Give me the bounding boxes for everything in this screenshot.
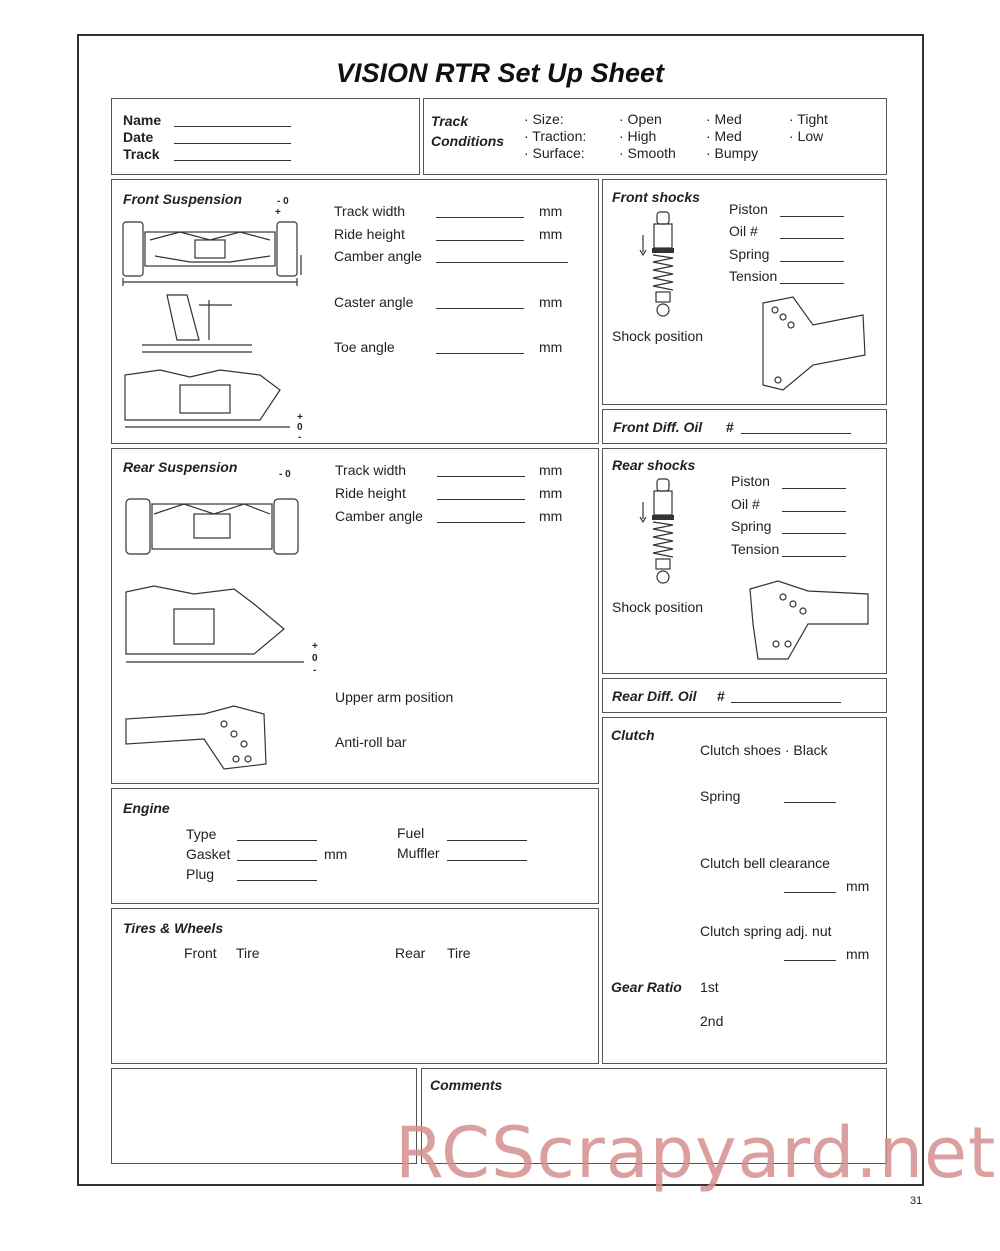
engine-fuel-field[interactable]: [447, 840, 527, 841]
front-suspension-title: Front Suspension: [123, 191, 242, 207]
engine-muffler-field[interactable]: [447, 860, 527, 861]
rear-diff-box: [602, 678, 887, 713]
engine-title: Engine: [123, 800, 170, 816]
front-oil-field[interactable]: [780, 238, 844, 239]
front-minus-zero: - 0: [277, 196, 289, 207]
front-shock-drawing: [638, 210, 688, 320]
track-conditions-box: [423, 98, 887, 175]
clutch-spring-adj-field[interactable]: [784, 960, 836, 961]
track-field[interactable]: [174, 160, 291, 161]
date-field[interactable]: [174, 143, 291, 144]
rear-diff-hash: #: [717, 688, 725, 704]
toe-plus: +: [297, 412, 303, 423]
rear-minus-zero: - 0: [279, 469, 291, 480]
date-label: Date: [123, 129, 154, 145]
clutch-spring-adj-label: Clutch spring adj. nut: [700, 923, 832, 939]
front-shocks-title: Front shocks: [612, 189, 700, 205]
engine-fuel-label: Fuel: [397, 825, 425, 841]
rear-diff-field[interactable]: [731, 702, 841, 703]
rear-diff-label: Rear Diff. Oil: [612, 688, 697, 704]
size-open[interactable]: · Open: [619, 111, 662, 127]
rear-oil-field[interactable]: [782, 511, 846, 512]
rear-ride-height-unit: mm: [539, 485, 563, 501]
front-diff-hash: #: [726, 419, 734, 435]
clutch-spring-adj-unit: mm: [846, 946, 870, 962]
rear-chassis-drawing: [124, 489, 304, 569]
front-piston-field[interactable]: [780, 216, 844, 217]
rear-piston-label: Piston: [731, 473, 770, 489]
rear-track-width-unit: mm: [539, 462, 563, 478]
front-caster-drawing: [137, 290, 257, 360]
rear-suspension-box: [111, 448, 599, 784]
tires-front-tire-label: Tire: [236, 945, 260, 961]
rear-track-width-field[interactable]: [437, 476, 525, 477]
rear-camber-label: Camber angle: [335, 508, 423, 524]
info-box: [111, 98, 420, 175]
front-piston-label: Piston: [729, 201, 768, 217]
toe-label: Toe angle: [334, 339, 395, 355]
front-diff-box: [602, 409, 887, 444]
rear-track-width-label: Track width: [335, 462, 407, 478]
rear-side-drawing: [124, 584, 304, 669]
front-shock-tower-drawing: [753, 295, 873, 395]
rear-shocks-box: [602, 448, 887, 674]
track-label: Track: [123, 146, 160, 162]
gear-first-label: 1st: [700, 979, 719, 995]
front-diff-field[interactable]: [741, 433, 851, 434]
clutch-spring-field[interactable]: [784, 802, 836, 803]
gear-second-label: 2nd: [700, 1013, 724, 1029]
front-camber-field[interactable]: [436, 262, 568, 263]
front-camber-label: Camber angle: [334, 248, 422, 264]
engine-gasket-label: Gasket: [186, 846, 231, 862]
toe-unit: mm: [539, 339, 563, 355]
gear-ratio-title: Gear Ratio: [611, 979, 682, 995]
front-suspension-box: [111, 179, 599, 444]
front-track-width-unit: mm: [539, 203, 563, 219]
track-conditions-title-1: Track: [431, 113, 469, 129]
sheet-title: VISION RTR Set Up Sheet: [335, 58, 665, 88]
track-conditions-title-2: Conditions: [431, 133, 505, 149]
caster-label: Caster angle: [334, 294, 414, 310]
name-field[interactable]: [174, 126, 291, 127]
front-ride-height-unit: mm: [539, 226, 563, 242]
tires-title: Tires & Wheels: [123, 920, 224, 936]
engine-plug-label: Plug: [186, 866, 215, 882]
rear-upper-arm-drawing: [124, 704, 274, 774]
clutch-bell-field[interactable]: [784, 892, 836, 893]
engine-gasket-unit: mm: [324, 846, 348, 862]
upper-arm-label: Upper arm position: [335, 689, 454, 705]
clutch-spring-label: Spring: [700, 788, 741, 804]
rear-tension-label: Tension: [731, 541, 780, 557]
front-chassis-drawing: [120, 210, 310, 290]
rear-toe-zero: 0: [312, 653, 318, 664]
front-tension-label: Tension: [729, 268, 778, 284]
notes-box[interactable]: [111, 1068, 417, 1164]
caster-unit: mm: [539, 294, 563, 310]
engine-gasket-field[interactable]: [237, 860, 317, 861]
front-oil-label: Oil #: [729, 223, 758, 239]
front-plus-label: +: [275, 207, 281, 218]
surface-bumpy[interactable]: · Bumpy: [706, 145, 759, 161]
rear-toe-minus: -: [313, 665, 317, 676]
name-label: Name: [123, 112, 162, 128]
rear-spring-label: Spring: [731, 518, 772, 534]
rear-tension-field[interactable]: [782, 556, 846, 557]
front-track-width-label: Track width: [334, 203, 406, 219]
size-med[interactable]: · Med: [706, 111, 742, 127]
traction-high[interactable]: · High: [619, 128, 657, 144]
engine-type-field[interactable]: [237, 840, 317, 841]
toe-field[interactable]: [436, 353, 524, 354]
rear-spring-field[interactable]: [782, 533, 846, 534]
traction-label: · Traction:: [524, 128, 587, 144]
clutch-bell-unit: mm: [846, 878, 870, 894]
front-tension-field[interactable]: [780, 283, 844, 284]
front-diff-label: Front Diff. Oil: [613, 419, 703, 435]
engine-muffler-label: Muffler: [397, 845, 440, 861]
tires-front-label: Front: [184, 945, 217, 961]
rear-shock-drawing: [638, 477, 688, 587]
surface-label: · Surface:: [524, 145, 585, 161]
front-toe-drawing: [120, 365, 290, 440]
rear-shock-position-label: Shock position: [612, 599, 704, 615]
rear-ride-height-field[interactable]: [437, 499, 525, 500]
tires-rear-label: Rear: [395, 945, 426, 961]
front-track-width-field[interactable]: [436, 217, 524, 218]
clutch-title: Clutch: [611, 727, 655, 743]
rear-shock-tower-drawing: [748, 579, 873, 664]
caster-field[interactable]: [436, 308, 524, 309]
clutch-box: [602, 717, 887, 1064]
watermark: RCScrapyard.net: [395, 1112, 997, 1194]
toe-zero: 0: [297, 422, 303, 433]
toe-minus: -: [298, 432, 302, 443]
front-shock-position-label: Shock position: [612, 328, 704, 344]
engine-plug-field[interactable]: [237, 880, 317, 881]
rear-toe-plus: +: [312, 641, 318, 652]
traction-med[interactable]: · Med: [706, 128, 742, 144]
rear-camber-unit: mm: [539, 508, 563, 524]
traction-low[interactable]: · Low: [789, 128, 824, 144]
rear-ride-height-label: Ride height: [335, 485, 406, 501]
comments-title: Comments: [430, 1077, 503, 1093]
tires-box: [111, 908, 599, 1064]
size-tight[interactable]: · Tight: [789, 111, 828, 127]
clutch-bell-label: Clutch bell clearance: [700, 855, 830, 871]
front-shocks-box: [602, 179, 887, 405]
front-ride-height-field[interactable]: [436, 240, 524, 241]
clutch-shoes-label: Clutch shoes · Black: [700, 742, 828, 758]
rear-suspension-title: Rear Suspension: [123, 459, 238, 475]
size-label: · Size:: [524, 111, 564, 127]
rear-camber-field[interactable]: [437, 522, 525, 523]
tires-rear-tire-label: Tire: [447, 945, 471, 961]
rear-piston-field[interactable]: [782, 488, 846, 489]
engine-type-label: Type: [186, 826, 217, 842]
rear-oil-label: Oil #: [731, 496, 760, 512]
front-spring-field[interactable]: [780, 261, 844, 262]
surface-smooth[interactable]: · Smooth: [619, 145, 676, 161]
front-spring-label: Spring: [729, 246, 770, 262]
anti-roll-label: Anti-roll bar: [335, 734, 407, 750]
engine-box: [111, 788, 599, 904]
page-number: 31: [910, 1195, 923, 1207]
rear-shocks-title: Rear shocks: [612, 457, 696, 473]
front-ride-height-label: Ride height: [334, 226, 405, 242]
